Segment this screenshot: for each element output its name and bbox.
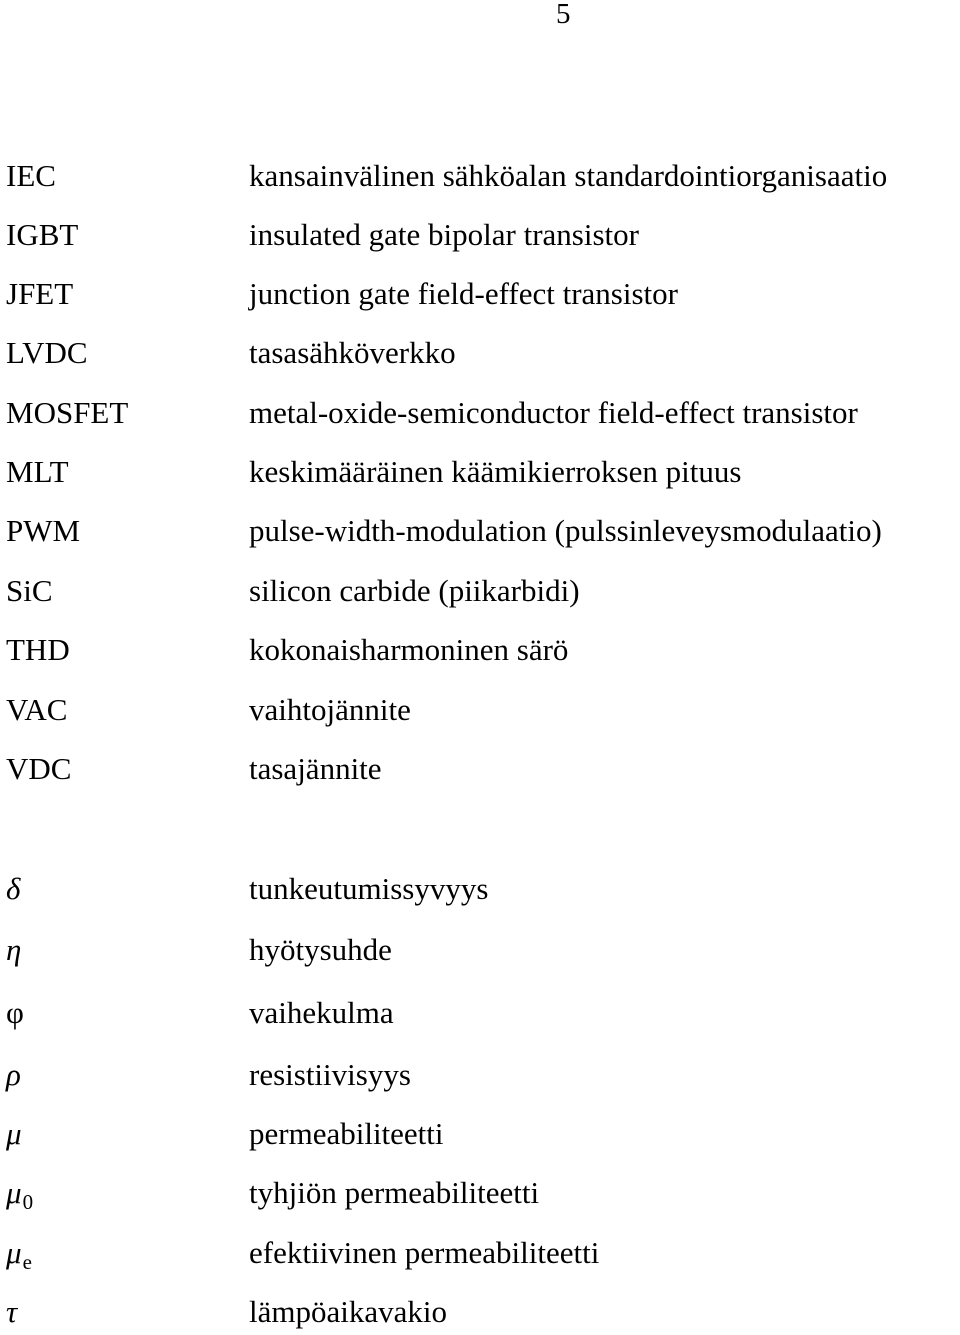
abbreviation-row [0,333,960,373]
abbreviation-description: kansainvälinen sähköalan standardointiorganisaatio [249,158,888,193]
symbol-glyph: η [6,932,22,967]
abbreviation-row [0,215,960,255]
symbol-glyph: μ [6,1116,22,1151]
abbreviation-row [0,630,960,670]
symbol-description: resistiivisyys [249,1057,411,1092]
abbreviation-row [0,274,960,314]
abbreviation-term: MLT [6,454,69,489]
symbol-row [0,1173,960,1213]
symbol-glyph: τ [6,1294,18,1329]
abbreviation-description: silicon carbide (piikarbidi) [249,573,580,608]
symbol-description: efektiivinen permeabiliteetti [249,1235,600,1270]
abbreviation-row [0,749,960,789]
abbreviation-term: VDC [6,751,72,786]
symbol-row [0,869,960,909]
symbol-description: tyhjiön permeabiliteetti [249,1175,540,1210]
symbol-glyph: μ [6,1235,22,1270]
symbol-term [6,1055,21,1095]
symbol-row [0,1292,960,1332]
abbreviation-row [0,511,960,551]
abbreviation-term: IGBT [6,217,79,252]
symbol-description: permeabiliteetti [249,1116,444,1151]
abbreviation-term: MOSFET [6,395,129,430]
abbreviation-term: IEC [6,158,56,193]
abbreviation-description: pulse-width-modulation (pulssinleveysmodulaatio) [249,513,882,548]
abbreviation-row [0,690,960,730]
symbol-term [6,1114,22,1154]
symbol-row [0,1055,960,1095]
symbol-glyph: μ [6,1175,22,1210]
abbreviation-description: vaihtojännite [249,692,411,727]
symbol-row [0,930,960,970]
symbol-term [6,1292,17,1332]
symbol-subscript: 0 [22,1190,34,1214]
symbol-term [6,1173,33,1216]
symbol-glyph: ρ [6,1057,21,1092]
abbreviation-term: THD [6,632,70,667]
abbreviation-term: JFET [6,276,74,311]
symbol-term [6,1233,32,1276]
abbreviation-description: keskimääräinen käämikierroksen pituus [249,454,742,489]
abbreviation-description: tasajännite [249,751,382,786]
abbreviation-description: kokonaisharmoninen särö [249,632,569,667]
symbol-description: tunkeutumissyvyys [249,871,489,906]
symbol-description: vaihekulma [249,995,394,1030]
symbol-term [6,993,24,1033]
abbreviation-term: PWM [6,513,81,548]
abbreviation-description: junction gate field-effect transistor [249,276,678,311]
abbreviation-term: LVDC [6,335,88,370]
page-number: 5 [556,0,571,30]
symbol-term [6,869,20,909]
symbol-row [0,1114,960,1154]
symbol-term [6,930,21,970]
abbreviation-term: SiC [6,573,53,608]
abbreviation-row [0,156,960,196]
abbreviation-term: VAC [6,692,68,727]
abbreviation-description: tasasähköverkko [249,335,456,370]
abbreviation-row [0,571,960,611]
symbol-row [0,993,960,1033]
symbol-glyph: δ [6,871,21,906]
abbreviation-description: insulated gate bipolar transistor [249,217,639,252]
abbreviation-row [0,452,960,492]
abbreviation-row [0,393,960,433]
symbol-row [0,1233,960,1273]
symbol-description: lämpöaikavakio [249,1294,447,1329]
abbreviation-description: metal-oxide-semiconductor field-effect transistor [249,395,858,430]
symbol-glyph: φ [6,995,24,1030]
symbol-subscript: e [22,1250,32,1274]
symbol-description: hyötysuhde [249,932,392,967]
